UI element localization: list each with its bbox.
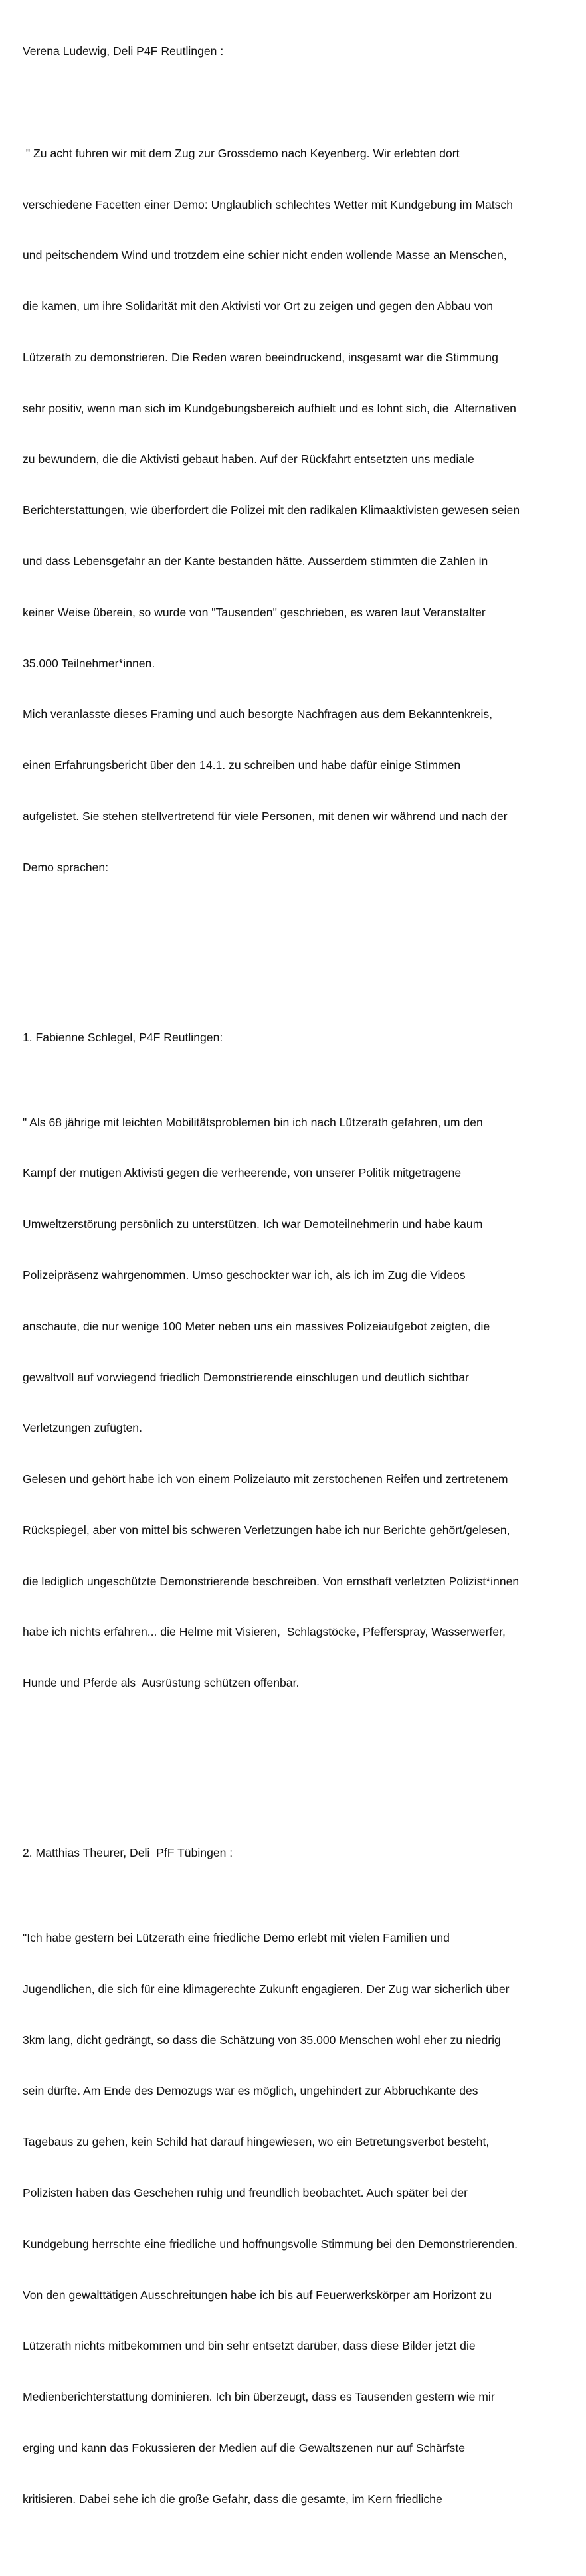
text-line: " Zu acht fuhren wir mit dem Zug zur Grossdemo nach Keyenberg. Wir erlebten dort <box>23 146 460 160</box>
text-line: 3km lang, dicht gedrängt, so dass die Schätzung von 35.000 Menschen wohl eher zu niedrig <box>23 2033 501 2047</box>
text-line: Tagebaus zu gehen, kein Schild hat darauf hingewiesen, wo ein Betretungsverbot besteht, <box>23 2135 490 2149</box>
intro-paragraph <box>23 112 574 910</box>
text-line: sehr positiv, wenn man sich im Kundgebungsbereich aufhielt und es lohnt sich, die Alternativen <box>23 401 516 415</box>
text-line: 35.000 Teilnehmer*innen. <box>23 656 155 670</box>
text-line: anschaute, die nur wenige 100 Meter neben uns ein massives Polizeiaufgebot zeigten, die <box>23 1319 490 1333</box>
text-line: Mich veranlasste dieses Framing und auch besorgte Nachfragen aus dem Bekanntenkreis, <box>23 707 493 721</box>
text-line: " Als 68 jährige mit leichten Mobilitätsproblemen bin ich nach Lützerath gefahren, um den <box>23 1115 483 1129</box>
section-2-heading: 2. Matthias Theurer, Deli PfF Tübingen : <box>23 1846 233 1860</box>
section-1-paragraph <box>23 1080 574 1726</box>
text-line: sein dürfte. Am Ende des Demozugs war es möglich, ungehindert zur Abbruchkante des <box>23 2084 478 2098</box>
text-line: Von den gewalttätigen Ausschreitungen habe ich bis auf Feuerwerkskörper am Horizont zu <box>23 2288 492 2302</box>
text-line: Demo sprachen: <box>23 860 109 874</box>
text-line: "Ich habe gestern bei Lützerath eine friedliche Demo erlebt mit vielen Familien und <box>23 1931 450 1945</box>
text-line: aufgelistet. Sie stehen stellvertretend für viele Personen, mit denen wir während und nach der <box>23 809 508 823</box>
text-line: Kundgebung herrschte eine friedliche und hoffnungsvolle Stimmung bei den Demonstrierenden. <box>23 2237 518 2251</box>
paragraph-spacer <box>23 1777 574 1794</box>
text-line: Umweltzerstörung persönlich zu unterstützen. Ich war Demoteilnehmerin und habe kaum <box>23 1217 483 1231</box>
text-line: und peitschendem Wind und trotzdem eine schier nicht enden wollende Masse an Menschen, <box>23 248 507 262</box>
text-line: Jugendlichen, die sich für eine klimagerechte Zukunft engagieren. Der Zug war sicherlich über <box>23 1982 510 1996</box>
text-line: habe ich nichts erfahren... die Helme mit Visieren, Schlagstöcke, Pfefferspray, Wasserwerfer, <box>23 1625 506 1639</box>
text-line: Lützerath nichts mitbekommen und bin sehr entsetzt darüber, dass diese Bilder jetzt die <box>23 2339 476 2353</box>
document-heading: Verena Ludewig, Deli P4F Reutlingen : <box>23 44 224 58</box>
text-line: Lützerath zu demonstrieren. Die Reden waren beeindruckend, insgesamt war die Stimmung <box>23 350 498 364</box>
text-line: zu bewundern, die die Aktivisti gebaut haben. Auf der Rückfahrt entsetzten uns mediale <box>23 452 474 466</box>
text-line: Gelesen und gehört habe ich von einem Polizeiauto mit zerstochenen Reifen und zertretenem <box>23 1472 508 1486</box>
text-line: Kampf der mutigen Aktivisti gegen die verheerende, von unserer Politik mitgetragene <box>23 1166 462 1180</box>
section-2-paragraph <box>23 1896 574 2542</box>
text-line: gewaltvoll auf vorwiegend friedlich Demonstrierende einschlugen und deutlich sichtbar <box>23 1370 469 1384</box>
text-line: kritisieren. Dabei sehe ich die große Gefahr, dass die gesamte, im Kern friedliche <box>23 2492 442 2506</box>
text-line: und dass Lebensgefahr an der Kante bestanden hätte. Ausserdem stimmten die Zahlen in <box>23 555 488 568</box>
text-line: Polizeipräsenz wahrgenommen. Umso geschockter war ich, als ich im Zug die Videos <box>23 1268 466 1282</box>
text-line: Verletzungen zufügten. <box>23 1421 142 1435</box>
text-line: erging und kann das Fokussieren der Medien auf die Gewaltszenen nur auf Schärfste <box>23 2441 466 2454</box>
text-line: Rückspiegel, aber von mittel bis schweren Verletzungen habe ich nur Berichte gehört/gelesen, <box>23 1523 510 1537</box>
text-line: verschiedene Facetten einer Demo: Unglaublich schlechtes Wetter mit Kundgebung im Matsch <box>23 197 514 211</box>
section-1-heading: 1. Fabienne Schlegel, P4F Reutlingen: <box>23 1030 223 1044</box>
paragraph-spacer <box>23 961 574 978</box>
text-line: einen Erfahrungsbericht über den 14.1. zu schreiben und habe dafür einige Stimmen <box>23 758 461 772</box>
text-line: keiner Weise überein, so wurde von "Tausenden" geschrieben, es waren laut Veranstalter <box>23 605 486 619</box>
text-line: die kamen, um ihre Solidarität mit den Aktivisti vor Ort zu zeigen und gegen den Abbau von <box>23 300 494 313</box>
text-line: Medienberichterstattung dominieren. Ich bin überzeugt, dass es Tausenden gestern wie mir <box>23 2390 495 2404</box>
text-line: die lediglich ungeschützte Demonstrierende beschreiben. Von ernsthaft verletzten Polizist*innen <box>23 1574 520 1588</box>
text-line: Polizisten haben das Geschehen ruhig und freundlich beobachtet. Auch später bei der <box>23 2186 468 2199</box>
text-line: Berichterstattungen, wie überfordert die Polizei mit den radikalen Klimaaktivisten gewesen seien <box>23 503 520 517</box>
text-line: Hunde und Pferde als Ausrüstung schützen offenbar. <box>23 1676 300 1690</box>
document-body <box>23 9 574 2576</box>
